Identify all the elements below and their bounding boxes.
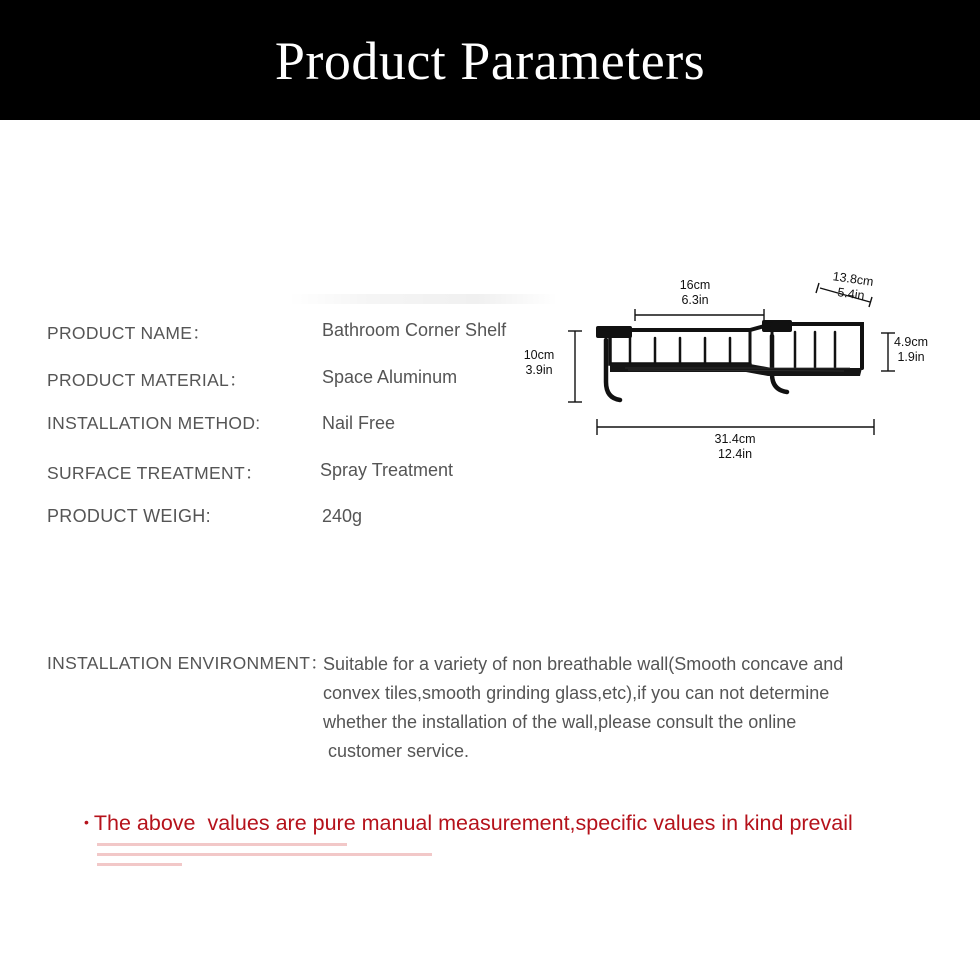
shelf-dimension-diagram — [510, 260, 970, 480]
param-row-surface — [0, 460, 560, 486]
param-row-name — [0, 320, 560, 346]
dim-total-length-cm: 31.4cm — [714, 432, 756, 446]
dim-total-length-in: 12.4in — [717, 447, 753, 461]
param-value: 240g — [322, 506, 363, 526]
environment-line: customer service. — [323, 741, 470, 761]
param-label: SURFACE TREATMENT： — [47, 463, 263, 483]
environment-line: whether the installation of the wall,please consult the online — [323, 712, 797, 732]
dim-depth-cm: 13.8cm — [831, 269, 875, 289]
header-banner — [0, 0, 980, 120]
dim-top-width-cm: 16cm — [679, 278, 711, 292]
dim-total-height — [516, 348, 562, 378]
param-value: Bathroom Corner Shelf — [322, 320, 507, 340]
fine-print-line — [97, 853, 432, 856]
fine-print-line — [97, 863, 182, 866]
param-row-installation — [0, 413, 560, 439]
param-row-material — [0, 367, 560, 393]
param-label: INSTALLATION METHOD: — [47, 413, 261, 433]
param-value: Nail Free — [322, 413, 396, 433]
param-value: Space Aluminum — [322, 367, 458, 387]
page-title: Product Parameters — [274, 31, 706, 91]
dim-depth-in: 5.4in — [836, 285, 866, 303]
environment-line: convex tiles,smooth grinding glass,etc),if you can not determine — [323, 683, 830, 703]
bullet-icon: • — [84, 814, 89, 830]
param-label: PRODUCT NAME： — [47, 323, 211, 343]
param-row-weight — [0, 506, 560, 532]
dim-total-height-in: 3.9in — [525, 363, 553, 377]
environment-line: Suitable for a variety of non breathable wall(Smooth concave and — [323, 654, 844, 674]
dim-top-width — [655, 278, 735, 308]
dim-rail-height-in: 1.9in — [897, 350, 925, 364]
param-label: PRODUCT MATERIAL： — [47, 370, 247, 390]
note-text: The above values are pure manual measurement,specific values in kind prevail — [93, 811, 853, 835]
dim-total-height-cm: 10cm — [523, 348, 555, 362]
dim-total-length — [695, 432, 775, 462]
fine-print-line — [97, 843, 347, 846]
dim-rail-height-cm: 4.9cm — [893, 335, 929, 349]
dim-top-width-in: 6.3in — [681, 293, 709, 307]
dim-rail-height — [888, 335, 934, 365]
environment-description — [323, 650, 843, 766]
measurement-note — [84, 811, 904, 836]
environment-label: INSTALLATION ENVIRONMENT： — [47, 653, 329, 673]
param-label: PRODUCT WEIGH: — [47, 506, 211, 526]
param-value: Spray Treatment — [320, 460, 454, 480]
